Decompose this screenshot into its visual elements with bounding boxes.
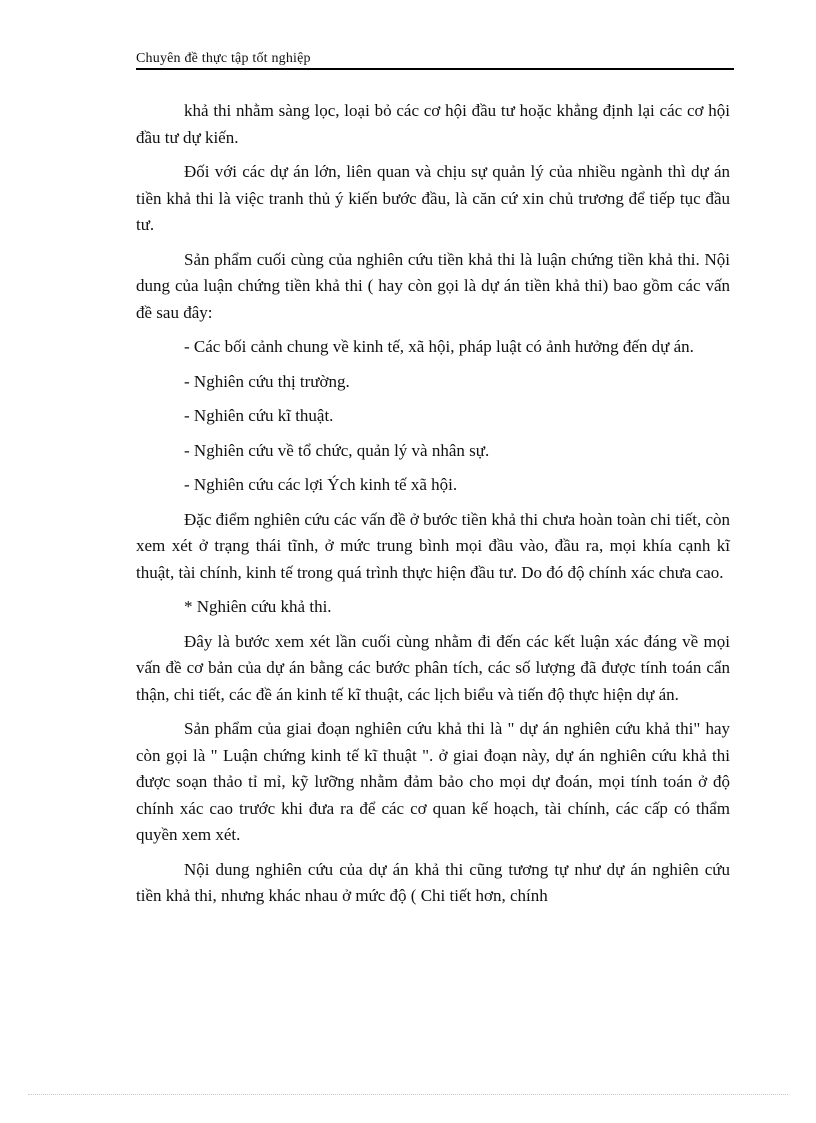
paragraph: khả thi nhằm sàng lọc, loại bỏ các cơ hội đầu tư hoặc khẳng định lại các cơ hội đầu tư dự kiến. (136, 101, 730, 147)
paragraph: Đối với các dự án lớn, liên quan và chịu sự quản lý của nhiều ngành thì dự án tiền khả thi là việc tranh thủ ý kiến bước đầu, là căn cứ xin chủ trương để tiếp tục đầu tư. (136, 162, 730, 234)
bullet-item: - Nghiên cứu về tổ chức, quản lý và nhân sự. (184, 440, 490, 460)
paragraph: Nội dung nghiên cứu của dự án khả thi cũng tương tự như dự án nghiên cứu tiền khả thi, nhưng khác nhau ở mức độ ( Chi tiết hơn, chính (136, 859, 730, 905)
paragraph: Sản phẩm cuối cùng của nghiên cứu tiền khả thi là luận chứng tiền khả thi. Nội dung của luận chứng tiền khả thi ( hay còn gọi là dự án tiền khả thi) bao gồm các vấn đề sau đây: (136, 249, 730, 322)
paragraph: Đây là bước xem xét lần cuối cùng nhằm đi đến các kết luận xác đáng về mọi vấn đề cơ bản của dự án bằng các bước phân tích, các số lượng đã được tính toán cẩn thận, chi tiết, các đề án kinh tế kĩ thuật, các lịch biểu và tiến độ thực hiện dự án. (136, 631, 730, 704)
bullet-item: - Nghiên cứu các lợi Ých kinh tế xã hội. (184, 475, 458, 494)
header-title: Chuyên đề thực tập tốt nghiệp (136, 51, 311, 66)
bullet-item: - Các bối cảnh chung về kinh tế, xã hội, pháp luật có ảnh hưởng đến dự án. (184, 337, 694, 356)
paragraph: Đặc điểm nghiên cứu các vấn đề ở bước tiền khả thi chưa hoàn toàn chi tiết, còn xem xét ở trạng thái tĩnh, ở mức trung bình mọi đầu vào, đầu ra, mọi khía cạnh kĩ thuật, tài chính, kinh tế trong quá trình thực hiện đầu tư. Do đó độ chính xác chưa cao. (136, 509, 730, 582)
paragraph: Sản phẩm của giai đoạn nghiên cứu khả thi là " dự án nghiên cứu khả thi" hay còn gọi là " Luận chứng kinh tế kĩ thuật ". ở giai đoạn này, dự án nghiên cứu khả thi được soạn thảo tỉ mỉ, kỹ lưỡng nhằm đảm bảo cho mọi dự đoán, mọi tính toán ở độ chính xác cao trước khi đưa ra để các cơ quan kế hoạch, tài chính, các cấp có thẩm quyền xem xét. (136, 719, 730, 844)
page-header (136, 50, 734, 68)
page-bottom-border (28, 1094, 788, 1095)
document-body (136, 98, 730, 918)
section-heading: * Nghiên cứu khả thi. (184, 597, 332, 616)
header-divider (136, 68, 734, 70)
bullet-item: - Nghiên cứu thị trường. (184, 371, 350, 391)
bullet-item: - Nghiên cứu kĩ thuật. (184, 406, 334, 425)
